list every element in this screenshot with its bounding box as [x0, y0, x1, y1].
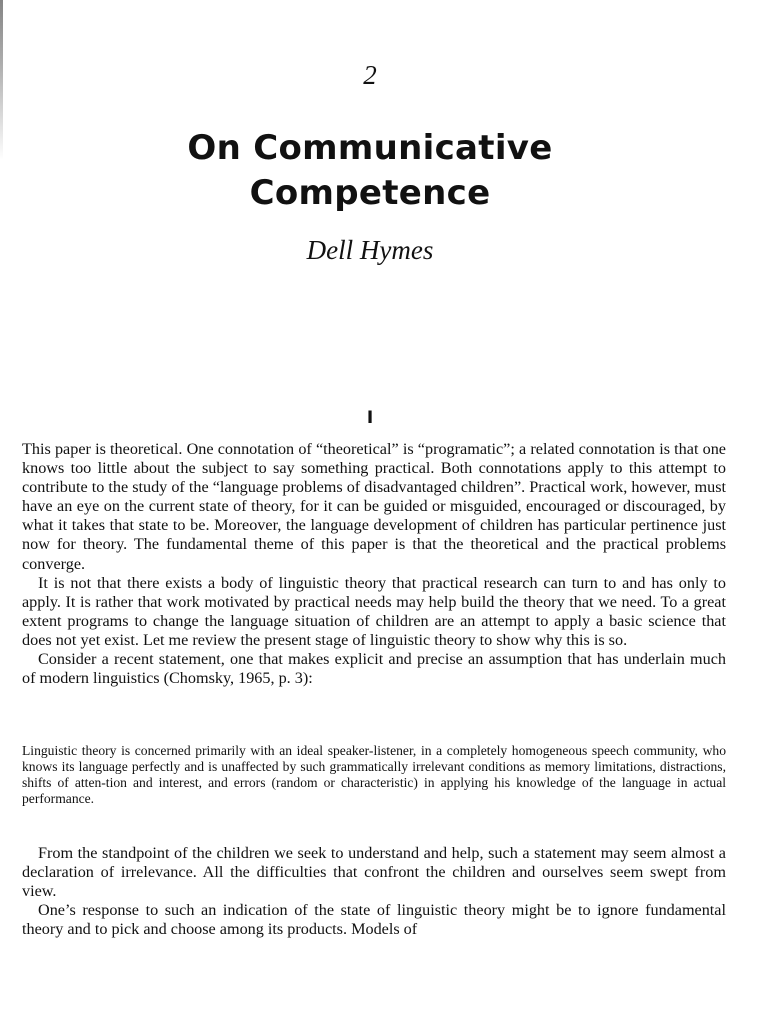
paragraph-3: Consider a recent statement, one that makes explicit and precise an assumption that has underlain much of modern linguistics (Chomsky, 1965, p. 3):	[22, 650, 726, 688]
quote-text: Linguistic theory is concerned primarily with an ideal speaker-listener, in a completely homogeneous speech community, who knows its language perfectly and is unaffected by such grammatically irrelevant conditions as memory limitations, distractions, shifts of atten-tion and interest, and errors (random or characteristic) in applying his knowledge of the language in actual performance.	[22, 743, 726, 806]
section-marker: I	[366, 408, 374, 428]
body-text-before-quote	[22, 440, 726, 688]
paragraph-4: From the standpoint of the children we seek to understand and help, such a statement may seem almost a declaration of irrelevance. All the difficulties that confront the children and ourselves seem swept from view.	[22, 844, 726, 901]
chapter-title: On Communicative Competence	[187, 128, 553, 213]
paragraph-5: One’s response to such an indication of the state of linguistic theory might be to ignore fundamental theory and to pick and choose among its products. Models of	[22, 901, 726, 939]
paragraph-1: This paper is theoretical. One connotation of “theoretical” is “programatic”; a related connotation is that one knows too little about the subject to say something practical. Both connotations apply to this attempt to contribute to the study of the “language problems of disadvantaged children”. Practical work, however, must have an eye on the current state of theory, for it can be guided or misguided, encouraged or discouraged, by what it takes that state to be. Moreover, the language development of children has particular pertinence just now for theory. The fundamental theme of this paper is that the theoretical and the practical problems converge.	[22, 440, 726, 573]
body-text-after-quote	[22, 844, 726, 939]
paragraph-2: It is not that there exists a body of linguistic theory that practical research can turn to and has only to apply. It is rather that work motivated by practical needs may help build the theory that we need. To a great extent programs to change the language situation of children are an attempt to apply a basic science that does not yet exist. Let me review the present stage of linguistic theory to show why this is so.	[22, 573, 726, 649]
author-name: Dell Hymes	[306, 235, 434, 265]
chapter-number: 2	[363, 60, 377, 90]
block-quote	[22, 743, 726, 807]
